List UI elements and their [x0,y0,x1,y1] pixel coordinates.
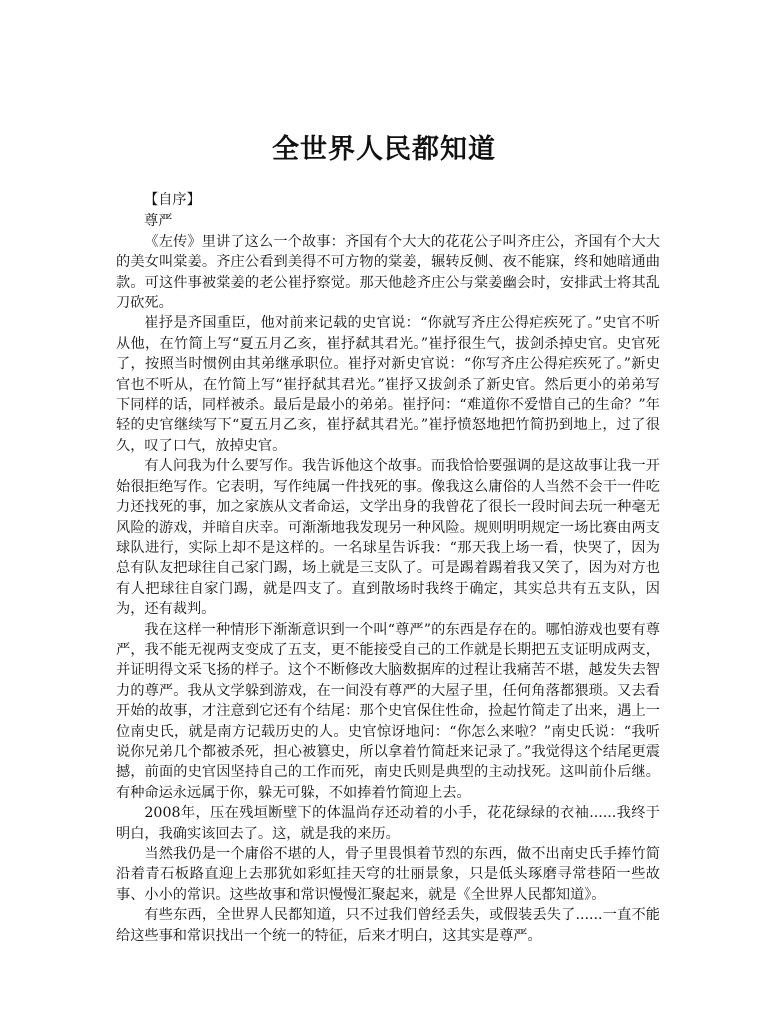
paragraph: 有人问我为什么要写作。我告诉他这个故事。而我恰恰要强调的是这故事让我一开始很拒绝写作。它表明，写作纯属一件找死的事。像我这么庸俗的人当然不会干一件吃力还找死的事，加之家族从文者命运，文学出身的我曾花了很长一段时间去玩一种毫无风险的游戏，并暗自庆幸。可渐渐地我发现另一种风险。规则明明规定一场比赛由两支球队进行，实际上却不是这样的。一名球星告诉我：“那天我上场一看，快哭了，因为总有队友把球往自己家门踢，场上就是三支队了。可是踢着踢着我又笑了，因为对方也有人把球往自家门踢，就是四支了。直到散场时我终于确定，其实总共有五支队，因为，还有裁判。 [116,458,660,618]
paragraph: 《左传》里讲了这么一个故事：齐国有个大大的花花公子叫齐庄公，齐国有个大大的美女叫棠姜。齐庄公看到美得不可方物的棠姜，辗转反侧、夜不能寐，终和她暗通曲款。可这件事被棠姜的老公崔抒察觉。那天他趁齐庄公与棠姜幽会时，安排武士将其乱刀砍死。 [116,233,660,312]
paragraph: 有些东西，全世界人民都知道，只不过我们曾经丢失，或假装丢失了......一直不能给这些事和常识找出一个统一的特征，后来才明白，这其实是尊严。 [116,907,660,944]
document-title: 全世界人民都知道 [272,134,496,166]
subheading: 尊严 [144,213,173,230]
paragraph: 我在这样一种情形下渐渐意识到一个叫“尊严”的东西是存在的。哪怕游戏也要有尊严，我不能无视两支变成了五支，更不能接受自己的工作就是长期把五支证明成两支，并证明得文采飞扬的样子。这个不断修改大脑数据库的过程让我痛苦不堪，越发失去智力的尊严。我从文学躲到游戏，在一间没有尊严的大屋子里，任何角落都猥琐。又去看开始的故事，才注意到它还有个结尾：那个史官保住性命，捡起竹简走了出来，遇上一位南史氏，就是南方记载历史的人。史官惊讶地问：“你怎么来啦？”南史氏说：“我听说你兄弟几个都被杀死，担心被篡史，所以拿着竹简赶来记录了。”我觉得这个结尾更震撼，前面的史官因坚持自己的工作而死，南史氏则是典型的主动找死。这叫前仆后继。有种命运永远属于你，躲无可躲，不如捧着竹简迎上去。 [116,621,660,801]
document-body [116,190,660,946]
paragraph: 2008年，压在残垣断壁下的体温尚存还动着的小手，花花绿绿的衣袖......我终于明白，我确实该回去了。这，就是我的来历。 [116,805,660,842]
paragraph: 当然我仍是一个庸俗不堪的人，骨子里畏惧着节烈的东西，做不出南史氏手捧竹简沿着青石板路直迎上去那犹如彩虹挂天穹的壮丽景象，只是低头琢磨寻常巷陌一些故事、小小的常识。这些故事和常识慢慢汇聚起来，就是《全世界人民都知道》。 [116,846,660,903]
paragraph: 崔抒是齐国重臣，他对前来记载的史官说：“你就写齐庄公得疟疾死了。”史官不听从他，在竹简上写“夏五月乙亥，崔抒弑其君光。”崔抒很生气，拔剑杀掉史官。史官死了，按照当时惯例由其弟继承职位。崔抒对新史官说：“你写齐庄公得疟疾死了。”新史官也不听从，在竹简上写“崔抒弑其君光。”崔抒又拔剑杀了新史官。然后更小的弟弟写下同样的话，同样被杀。最后是最小的弟弟。崔抒问：“难道你不爱惜自己的生命？”年轻的史官继续写下“夏五月乙亥，崔抒弑其君光。”崔抒愤怒地把竹简扔到地上，过了很久，叹了口气，放掉史官。 [116,315,660,454]
section-heading: 【自序】 [144,192,201,208]
